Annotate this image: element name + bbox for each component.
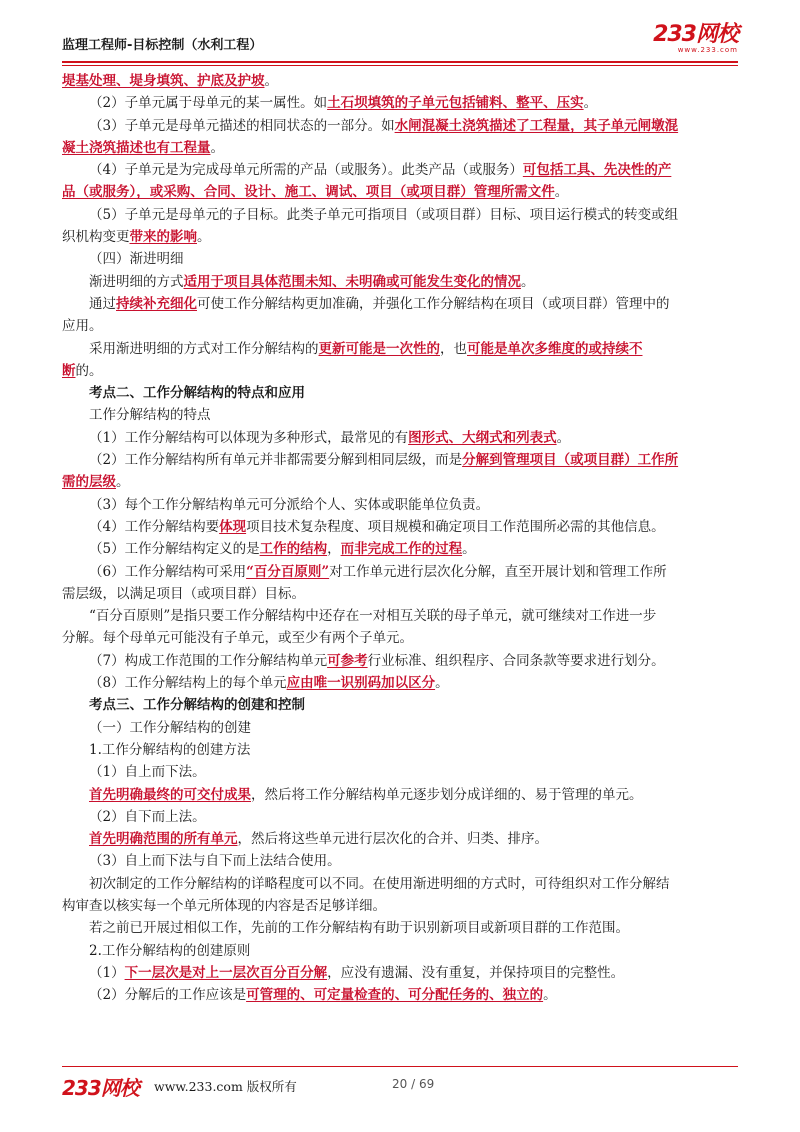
text-line [62,338,738,360]
text-line [62,159,738,181]
text-line [62,806,738,828]
footer-copyright: www.233.com 版权所有 [154,1079,297,1094]
text-line [62,583,738,605]
text-segment: 。 [435,675,449,692]
text-segment: （一）工作分解结构的创建 [89,719,251,736]
text-line [62,561,738,583]
page-footer [62,1072,738,1102]
text-line [62,627,738,649]
text-segment: 若之前已开展过相似工作，先前的工作分解结构有助于识别新项目或新项目群的工作范围。 [89,920,629,937]
text-line [62,761,738,783]
text-segment: （2）自下而上法。 [89,808,206,825]
highlighted-text: 更新可能是一次性的 [318,340,440,357]
text-line [62,315,738,337]
text-segment: （8）工作分解结构上的每个单元 [89,675,287,692]
highlighted-text: 可管理的、可定量检查的、可分配任务的、独立的 [246,987,544,1004]
text-segment: （5）子单元是母单元的子目标。此类子单元可指项目（或项目群）目标、项目运行模式的转变或组 [89,206,679,223]
text-segment: 。 [556,429,571,446]
text-segment: ，应没有遗漏、没有重复，并保持项目的完整性。 [327,964,625,981]
text-segment: “百分百原则”是指只要工作分解结构中还存在一对相互关联的母子单元，就可继续对工作进一步 [89,608,657,625]
highlighted-text: 体现 [219,518,247,535]
highlighted-text: 应由唯一识别码加以区分 [286,675,436,692]
highlighted-text: 下一层次是对上一层次百分百分解 [124,964,328,981]
text-segment: （5）工作分解结构定义的是 [89,541,260,558]
text-segment: （1）自上而下法。 [89,764,206,781]
text-segment: （4）工作分解结构要 [89,518,220,535]
text-line [62,873,738,895]
highlighted-text: 首先明确范围的所有单元 [89,831,238,848]
text-segment: 对工作单元进行层次化分解，直至开展计划和管理工作所 [329,563,667,580]
text-segment: （四）渐进明细 [89,251,184,268]
text-line [62,92,738,114]
text-segment: 需层级，以满足项目（或项目群）目标。 [62,585,305,602]
brand-logo [653,24,738,55]
text-segment: （3）自上而下法与自下而上法结合使用。 [89,853,341,870]
text-line [62,694,738,716]
text-segment: 织机构变更 [62,229,130,246]
document-body [62,70,738,1006]
text-line [62,248,738,270]
text-segment: 。 [554,184,569,201]
text-line [62,271,738,293]
highlighted-text: 土石坝填筑的子单元包括铺料、整平、压实 [327,95,584,112]
document-title: 监理工程师-目标控制（水利工程） [62,38,263,53]
text-line [62,494,738,516]
text-line [62,293,738,315]
text-line [62,137,738,159]
brand-logo-text: 233网校 [653,22,738,47]
text-line [62,181,738,203]
text-line [62,895,738,917]
text-segment: （4）子单元是为完成母单元所需的产品（或服务）。此类产品（或服务） [89,162,523,179]
text-line [62,672,738,694]
highlighted-text: 可能是单次多维度的或持续不 [467,340,643,357]
text-line [62,940,738,962]
text-line [62,605,738,627]
text-line [62,226,738,248]
highlighted-text: 持续补充细化 [116,295,197,312]
text-segment: （6）工作分解结构可采用 [89,563,247,580]
text-segment: ，也 [440,340,467,357]
text-segment: 构审查以核实每一个单元所体现的内容是否足够详细。 [62,897,386,914]
section-heading: 考点二、工作分解结构的特点和应用 [89,385,305,402]
text-segment: 初次制定的工作分解结构的详略程度可以不同。在使用渐进明细的方式时，可待组织对工作分解结 [89,875,670,892]
highlighted-text: 分解到管理项目（或项目群）工作所 [462,452,679,469]
text-segment: 。 [264,73,278,89]
text-line [62,717,738,739]
highlighted-text: 图形式、大纲式和列表式 [408,429,557,446]
text-line [62,850,738,872]
highlighted-text: 需的层级 [62,474,116,491]
highlighted-text: “百分百原则” [246,563,330,580]
text-segment: 工作分解结构的特点 [89,407,211,424]
text-line [62,516,738,538]
highlighted-text: 品（或服务），或采购、合同、设计、施工、调试、项目（或项目群）管理所需文件 [62,184,555,201]
text-line [62,449,738,471]
text-line [62,427,738,449]
text-line [62,115,738,137]
text-segment: 项目技术复杂程度、项目规模和确定项目工作范围所必需的其他信息。 [246,518,665,535]
highlighted-text: 可参考 [327,652,368,669]
text-segment: 。 [462,541,476,558]
text-segment: 。 [116,474,130,491]
brand-logo-url: www.233.com [677,46,738,54]
text-segment: （2）子单元属于母单元的某一属性。如 [89,95,328,112]
page-number: 20 / 69 [392,1077,435,1091]
text-segment: 。 [543,987,557,1004]
text-segment: 。 [210,139,224,156]
text-segment: （1） [89,964,125,981]
text-line [62,917,738,939]
text-segment: 。 [197,229,211,246]
page-header [62,24,738,58]
text-line [62,382,738,404]
header-divider [62,61,738,66]
text-segment: ，然后将工作分解结构单元逐步划分成详细的、易于管理的单元。 [251,786,643,803]
text-segment: 可使工作分解结构更加准确，并强化工作分解结构在项目（或项目群）管理中的 [197,295,670,312]
text-line [62,471,738,493]
footer-divider [62,1066,738,1067]
footer-logo: 233网校 [62,1076,139,1100]
highlighted-text: 可包括工具、先决性的产 [522,162,672,179]
text-segment: 的。 [75,362,103,379]
text-line [62,360,738,382]
text-line [62,739,738,761]
text-line [62,984,738,1006]
text-line [62,70,738,92]
text-segment: （3）子单元是母单元描述的相同状态的一部分。如 [89,117,395,134]
highlighted-text: 水闸混凝土浇筑描述了工程量，其子单元闸墩混 [394,117,679,134]
text-line [62,538,738,560]
text-segment: （1）工作分解结构可以体现为多种形式，最常见的有 [89,429,409,446]
text-line [62,650,738,672]
highlighted-text: 工作的结构 [259,541,328,558]
text-segment: 分解。每个母单元可能没有子单元，或至少有两个子单元。 [62,630,413,647]
text-segment: 1.工作分解结构的创建方法 [89,741,251,758]
text-segment: （2）工作分解结构所有单元并非都需要分解到相同层级，而是 [89,452,463,469]
section-heading: 考点三、工作分解结构的创建和控制 [89,697,305,714]
text-segment: 2.工作分解结构的创建原则 [89,942,251,959]
highlighted-text: 适用于项目具体范围未知、未明确或可能发生变化的情况 [183,273,521,290]
text-segment: ， [327,541,341,558]
text-segment: 行业标准、组织程序、合同条款等要求进行划分。 [367,652,665,669]
highlighted-text: 凝土浇筑描述也有工程量 [62,139,211,156]
text-segment: 采用渐进明细的方式对工作分解结构的 [89,340,319,357]
text-segment: （2）分解后的工作应该是 [89,987,247,1004]
text-segment: （7）构成工作范围的工作分解结构单元 [89,652,328,669]
text-line [62,962,738,984]
text-line [62,784,738,806]
highlighted-text: 堤基处理、堤身填筑、护底及护坡 [62,73,265,89]
highlighted-text: 带来的影响 [129,229,197,246]
text-line [62,204,738,226]
text-segment: （3）每个工作分解结构单元可分派给个人、实体或职能单位负责。 [89,496,490,513]
highlighted-text: 而非完成工作的过程 [340,541,463,558]
text-segment: 。 [521,273,535,290]
highlighted-text: 断 [62,362,76,379]
text-segment: 通过 [89,295,116,312]
text-segment: 应用。 [62,318,103,335]
text-segment: ，然后将这些单元进行层次化的合并、归类、排序。 [237,831,548,848]
text-line [62,828,738,850]
text-line [62,404,738,426]
highlighted-text: 首先明确最终的可交付成果 [89,786,251,803]
text-segment: 渐进明细的方式 [89,273,184,290]
text-segment: 。 [583,95,598,112]
